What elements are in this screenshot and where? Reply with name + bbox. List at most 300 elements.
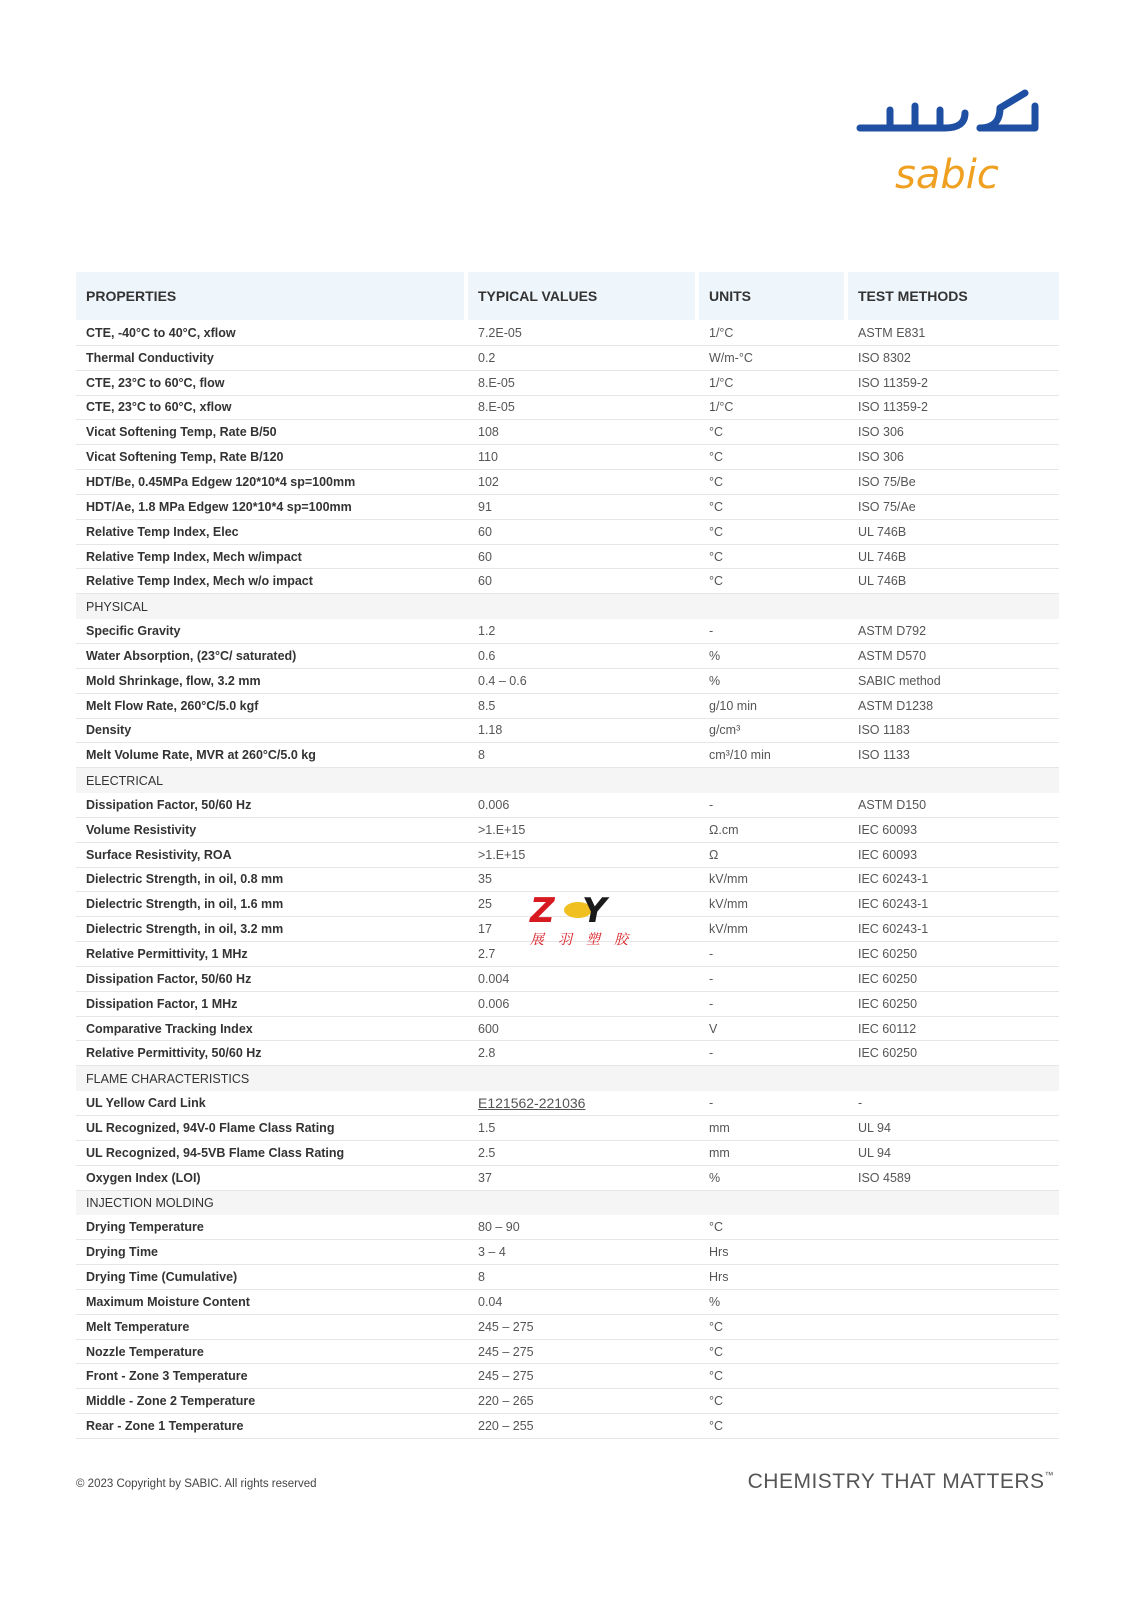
unit-text: °C — [709, 1344, 724, 1359]
unit — [699, 674, 848, 688]
unit — [699, 400, 848, 414]
table-row — [76, 371, 1059, 396]
unit-text: - — [709, 947, 714, 962]
typical-value — [468, 376, 699, 390]
unit — [699, 1345, 848, 1359]
test-method — [848, 823, 1059, 837]
property-name — [76, 1146, 468, 1160]
unit — [699, 1320, 848, 1334]
unit — [699, 1171, 848, 1185]
property-name-text: Melt Temperature — [86, 1319, 190, 1334]
table-row — [76, 818, 1059, 843]
property-name-text: HDT/Be, 0.45MPa Edgew 120*10*4 sp=100mm — [86, 474, 356, 489]
unit-text: °C — [709, 524, 724, 539]
typical-value — [468, 400, 699, 414]
test-method-text: ASTM D570 — [858, 648, 927, 663]
unit-text: kV/mm — [709, 872, 748, 887]
table-row — [76, 619, 1059, 644]
unit-text: °C — [709, 1369, 724, 1384]
typical-value-text: 1.2 — [478, 624, 496, 639]
unit-text: W/m-°C — [709, 350, 753, 365]
property-name-text: Thermal Conductivity — [86, 350, 214, 365]
test-method — [848, 723, 1059, 737]
test-method-text: IEC 60243-1 — [858, 922, 929, 937]
section-header: INJECTION MOLDING — [76, 1191, 1059, 1216]
property-name — [76, 525, 468, 539]
table-row — [76, 1166, 1059, 1191]
property-name — [76, 574, 468, 588]
property-name — [76, 1320, 468, 1334]
unit — [699, 624, 848, 638]
unit-text: - — [709, 797, 714, 812]
typical-value — [468, 1022, 699, 1036]
property-name-text: Vicat Softening Temp, Rate B/50 — [86, 425, 277, 440]
test-method-text: ISO 75/Be — [858, 474, 916, 489]
test-method-text: IEC 60112 — [858, 1021, 917, 1036]
test-method-text: - — [858, 1096, 863, 1111]
test-method — [848, 798, 1059, 812]
property-name-text: Drying Time — [86, 1245, 159, 1260]
property-name-text: Dissipation Factor, 50/60 Hz — [86, 971, 252, 986]
unit — [699, 1245, 848, 1259]
property-name-text: Drying Temperature — [86, 1220, 204, 1235]
property-name-text: Relative Permittivity, 50/60 Hz — [86, 1046, 262, 1061]
property-name — [76, 400, 468, 414]
table-row — [76, 694, 1059, 719]
unit — [699, 351, 848, 365]
typical-value-text: 60 — [478, 524, 492, 539]
test-method-text: IEC 60093 — [858, 847, 918, 862]
unit — [699, 997, 848, 1011]
test-method-text: UL 746B — [858, 549, 907, 564]
unit — [699, 450, 848, 464]
typical-value — [468, 550, 699, 564]
unit — [699, 1270, 848, 1284]
typical-value-text: 37 — [478, 1170, 492, 1185]
property-name — [76, 748, 468, 762]
unit-text: °C — [709, 1419, 724, 1434]
unit-text: °C — [709, 450, 724, 465]
typical-value-text: 7.2E-05 — [478, 325, 522, 340]
property-name-text: Dissipation Factor, 50/60 Hz — [86, 797, 252, 812]
typical-value-text: 8.E-05 — [478, 375, 515, 390]
typical-value-text: 17 — [478, 922, 492, 937]
typical-value — [468, 723, 699, 737]
typical-value-text: 1.18 — [478, 723, 503, 738]
table-row — [76, 321, 1059, 346]
property-name-text: Middle - Zone 2 Temperature — [86, 1394, 256, 1409]
test-method-text: ISO 306 — [858, 450, 904, 465]
property-name — [76, 1245, 468, 1259]
typical-value — [468, 1220, 699, 1234]
unit — [699, 425, 848, 439]
property-name — [76, 897, 468, 911]
unit-text: Hrs — [709, 1269, 729, 1284]
test-method — [848, 425, 1059, 439]
table-row — [76, 719, 1059, 744]
test-method-text: UL 746B — [858, 574, 907, 589]
test-method-text: ISO 306 — [858, 425, 904, 440]
table-row — [76, 992, 1059, 1017]
test-method-text: UL 94 — [858, 1145, 891, 1160]
property-name-text: Front - Zone 3 Temperature — [86, 1369, 248, 1384]
property-name-text: UL Yellow Card Link — [86, 1096, 206, 1111]
typical-value — [468, 872, 699, 886]
table-row — [76, 1041, 1059, 1066]
typical-value-text: 245 – 275 — [478, 1369, 534, 1384]
unit-text: mm — [709, 1120, 730, 1135]
unit — [699, 525, 848, 539]
typical-value — [468, 574, 699, 588]
test-method-text: ASTM E831 — [858, 325, 926, 340]
property-name-text: Dielectric Strength, in oil, 3.2 mm — [86, 922, 284, 937]
unit-text: - — [709, 996, 714, 1011]
table-row — [76, 495, 1059, 520]
test-method — [848, 1096, 1059, 1110]
typical-value-text: 35 — [478, 872, 492, 887]
test-method — [848, 376, 1059, 390]
unit — [699, 649, 848, 663]
table-row — [76, 420, 1059, 445]
typical-value-text: 0.04 — [478, 1294, 503, 1309]
typical-value-text: 2.8 — [478, 1046, 496, 1061]
typical-value-text: 245 – 275 — [478, 1344, 534, 1359]
test-method-text: ASTM D792 — [858, 624, 927, 639]
unit — [699, 326, 848, 340]
table-row — [76, 1290, 1059, 1315]
typical-value — [468, 1369, 699, 1383]
property-name-text: Density — [86, 723, 132, 738]
header-properties: PROPERTIES — [76, 272, 464, 320]
property-name-text: Surface Resistivity, ROA — [86, 847, 232, 862]
unit-text: - — [709, 1096, 714, 1111]
property-name-text: Dissipation Factor, 1 MHz — [86, 996, 238, 1011]
typical-value-text: 108 — [478, 425, 499, 440]
property-name — [76, 351, 468, 365]
property-name-text: UL Recognized, 94-5VB Flame Class Rating — [86, 1145, 345, 1160]
test-method-text: ISO 11359-2 — [858, 375, 928, 390]
test-method-text: UL 94 — [858, 1120, 891, 1135]
unit-text: °C — [709, 574, 724, 589]
property-name — [76, 997, 468, 1011]
typical-value — [468, 1394, 699, 1408]
typical-value — [468, 425, 699, 439]
test-method — [848, 450, 1059, 464]
typical-value-text: 0.4 – 0.6 — [478, 673, 527, 688]
table-row — [76, 843, 1059, 868]
property-name-text: Relative Temp Index, Elec — [86, 524, 239, 539]
table-row — [76, 1116, 1059, 1141]
unit-text: 1/°C — [709, 400, 734, 415]
property-name-text: Oxygen Index (LOI) — [86, 1170, 201, 1185]
property-name-text: Relative Temp Index, Mech w/o impact — [86, 574, 313, 589]
property-name-text: Maximum Moisture Content — [86, 1294, 250, 1309]
unit — [699, 1046, 848, 1060]
test-method-text: ISO 8302 — [858, 350, 911, 365]
unit-text: °C — [709, 425, 724, 440]
typical-value-text: 0.006 — [478, 797, 510, 812]
test-method-text: IEC 60093 — [858, 822, 918, 837]
svg-text:Z: Z — [530, 891, 555, 931]
typical-value-text: 1.5 — [478, 1120, 496, 1135]
property-name-text: Relative Permittivity, 1 MHz — [86, 947, 248, 962]
unit — [699, 897, 848, 911]
typical-value-text: 8 — [478, 748, 485, 763]
table-row — [76, 1141, 1059, 1166]
watermark-subtitle: 展羽塑胶 — [530, 932, 642, 948]
unit — [699, 823, 848, 837]
table-row — [76, 644, 1059, 669]
property-name — [76, 1419, 468, 1433]
typical-value — [468, 699, 699, 713]
typical-value-text: 80 – 90 — [478, 1220, 520, 1235]
unit — [699, 574, 848, 588]
test-method-text: SABIC method — [858, 673, 941, 688]
typical-value — [468, 1419, 699, 1433]
table-row — [76, 793, 1059, 818]
unit-text: °C — [709, 474, 724, 489]
unit-text: - — [709, 624, 714, 639]
unit — [699, 1096, 848, 1110]
property-name — [76, 674, 468, 688]
unit — [699, 1295, 848, 1309]
property-name — [76, 1171, 468, 1185]
property-name — [76, 972, 468, 986]
typical-value-text: 60 — [478, 549, 492, 564]
unit — [699, 1394, 848, 1408]
typical-value-text: 0.2 — [478, 350, 496, 365]
test-method-text: ISO 1183 — [858, 723, 910, 738]
property-name-text: Volume Resistivity — [86, 822, 197, 837]
test-method — [848, 400, 1059, 414]
property-name-text: CTE, -40°C to 40°C, xflow — [86, 325, 236, 340]
test-method — [848, 997, 1059, 1011]
property-name-text: HDT/Ae, 1.8 MPa Edgew 120*10*4 sp=100mm — [86, 499, 352, 514]
property-name — [76, 1369, 468, 1383]
test-method — [848, 326, 1059, 340]
typical-value — [468, 1146, 699, 1160]
table-row — [76, 545, 1059, 570]
test-method-text: UL 746B — [858, 524, 907, 539]
property-name — [76, 1121, 468, 1135]
test-method — [848, 1121, 1059, 1135]
unit-text: kV/mm — [709, 922, 748, 937]
unit-text: V — [709, 1021, 718, 1036]
ul-yellow-card-link[interactable]: E121562-221036 — [478, 1095, 586, 1112]
test-method — [848, 1022, 1059, 1036]
table-row — [76, 1265, 1059, 1290]
typical-value — [468, 351, 699, 365]
unit — [699, 475, 848, 489]
unit — [699, 1369, 848, 1383]
unit-text: Ω.cm — [709, 822, 739, 837]
table-row — [76, 346, 1059, 371]
sabic-wordmark: sabic — [895, 152, 999, 198]
unit — [699, 947, 848, 961]
unit — [699, 376, 848, 390]
unit — [699, 848, 848, 862]
test-method-text: ISO 1133 — [858, 748, 910, 763]
test-method-text: IEC 60250 — [858, 1046, 918, 1061]
typical-value-text: 8.5 — [478, 698, 496, 713]
test-method-text: ASTM D150 — [858, 797, 927, 812]
unit-text: g/10 min — [709, 698, 757, 713]
test-method — [848, 897, 1059, 911]
typical-value — [468, 326, 699, 340]
unit-text: - — [709, 971, 714, 986]
property-name-text: Drying Time (Cumulative) — [86, 1269, 238, 1284]
typical-value[interactable] — [468, 1095, 699, 1111]
unit-text: cm³/10 min — [709, 748, 771, 763]
table-row — [76, 967, 1059, 992]
unit — [699, 748, 848, 762]
typical-value-text: 2.5 — [478, 1145, 496, 1160]
unit — [699, 500, 848, 514]
typical-value — [468, 1121, 699, 1135]
table-row — [76, 743, 1059, 768]
property-name — [76, 823, 468, 837]
property-name — [76, 475, 468, 489]
unit-text: °C — [709, 1394, 724, 1409]
typical-value — [468, 748, 699, 762]
svg-text:Y: Y — [582, 891, 607, 931]
test-method — [848, 351, 1059, 365]
test-method — [848, 699, 1059, 713]
property-name — [76, 1270, 468, 1284]
unit — [699, 550, 848, 564]
property-name — [76, 376, 468, 390]
property-name — [76, 425, 468, 439]
typical-value — [468, 475, 699, 489]
table-header — [76, 272, 1059, 320]
copyright: © 2023 Copyright by SABIC. All rights reserved — [76, 1478, 317, 1490]
test-method-text: IEC 60243-1 — [858, 897, 929, 912]
property-name — [76, 798, 468, 812]
property-name — [76, 550, 468, 564]
property-name-text: Comparative Tracking Index — [86, 1021, 253, 1036]
unit — [699, 1146, 848, 1160]
test-method-text: ISO 11359-2 — [858, 400, 928, 415]
unit-text: % — [709, 673, 721, 688]
typical-value — [468, 997, 699, 1011]
typical-value — [468, 1270, 699, 1284]
typical-value-text: 600 — [478, 1021, 499, 1036]
property-name — [76, 1046, 468, 1060]
table-row — [76, 445, 1059, 470]
typical-value-text: 220 – 255 — [478, 1419, 534, 1434]
typical-value — [468, 624, 699, 638]
header-typical-values: TYPICAL VALUES — [468, 272, 695, 320]
typical-value-text: >1.E+15 — [478, 847, 526, 862]
tagline: CHEMISTRY THAT MATTERS™ — [747, 1470, 1054, 1493]
property-name — [76, 1394, 468, 1408]
table-row — [76, 470, 1059, 495]
property-name-text: Melt Flow Rate, 260°C/5.0 kgf — [86, 698, 259, 713]
typical-value-text: 2.7 — [478, 947, 496, 962]
header-units: UNITS — [699, 272, 844, 320]
property-name — [76, 624, 468, 638]
property-name-text: Specific Gravity — [86, 624, 181, 639]
table-row — [76, 1215, 1059, 1240]
property-name — [76, 723, 468, 737]
property-name — [76, 500, 468, 514]
unit — [699, 723, 848, 737]
unit-text: kV/mm — [709, 897, 748, 912]
section-header: ELECTRICAL — [76, 768, 1059, 793]
typical-value-text: 8.E-05 — [478, 400, 515, 415]
typical-value — [468, 1245, 699, 1259]
property-name — [76, 848, 468, 862]
property-name-text: Water Absorption, (23°C/ saturated) — [86, 648, 297, 663]
properties-table — [76, 272, 1059, 1439]
test-method — [848, 1171, 1059, 1185]
unit-text: 1/°C — [709, 375, 734, 390]
typical-value — [468, 649, 699, 663]
property-name — [76, 326, 468, 340]
property-name — [76, 699, 468, 713]
typical-value-text: 60 — [478, 574, 492, 589]
test-method — [848, 872, 1059, 886]
property-name-text: Rear - Zone 1 Temperature — [86, 1419, 244, 1434]
trademark-mark: ™ — [1044, 1470, 1054, 1480]
unit-text: Hrs — [709, 1245, 729, 1260]
unit-text: - — [709, 1046, 714, 1061]
unit — [699, 922, 848, 936]
property-name — [76, 1022, 468, 1036]
test-method — [848, 500, 1059, 514]
property-name-text: UL Recognized, 94V-0 Flame Class Rating — [86, 1120, 335, 1135]
test-method — [848, 525, 1059, 539]
zy-watermark-logo — [520, 890, 670, 950]
test-method — [848, 922, 1059, 936]
table-row — [76, 1364, 1059, 1389]
header-test-methods: TEST METHODS — [848, 272, 1059, 320]
unit-text: % — [709, 648, 721, 663]
unit-text: °C — [709, 1220, 724, 1235]
typical-value-text: 110 — [478, 450, 498, 465]
property-name-text: Mold Shrinkage, flow, 3.2 mm — [86, 673, 261, 688]
property-name-text: Dielectric Strength, in oil, 0.8 mm — [86, 872, 284, 887]
unit-text: % — [709, 1294, 721, 1309]
unit — [699, 1022, 848, 1036]
test-method — [848, 574, 1059, 588]
unit — [699, 1419, 848, 1433]
property-name-text: Melt Volume Rate, MVR at 260°C/5.0 kg — [86, 748, 316, 763]
test-method-text: IEC 60250 — [858, 971, 918, 986]
typical-value — [468, 1171, 699, 1185]
section-header: PHYSICAL — [76, 594, 1059, 619]
table-row — [76, 1315, 1059, 1340]
typical-value-text: 0.004 — [478, 971, 510, 986]
property-name-text: Nozzle Temperature — [86, 1344, 204, 1359]
test-method — [848, 848, 1059, 862]
table-body — [76, 321, 1059, 1439]
property-name — [76, 649, 468, 663]
property-name — [76, 1220, 468, 1234]
typical-value — [468, 823, 699, 837]
unit-text: °C — [709, 499, 724, 514]
unit-text: 1/°C — [709, 325, 734, 340]
typical-value-text: 8 — [478, 1269, 485, 1284]
test-method — [848, 550, 1059, 564]
property-name-text: Vicat Softening Temp, Rate B/120 — [86, 450, 284, 465]
property-name — [76, 450, 468, 464]
typical-value — [468, 500, 699, 514]
unit — [699, 1121, 848, 1135]
typical-value-text: 0.6 — [478, 648, 496, 663]
typical-value — [468, 798, 699, 812]
typical-value-text: 25 — [478, 897, 492, 912]
